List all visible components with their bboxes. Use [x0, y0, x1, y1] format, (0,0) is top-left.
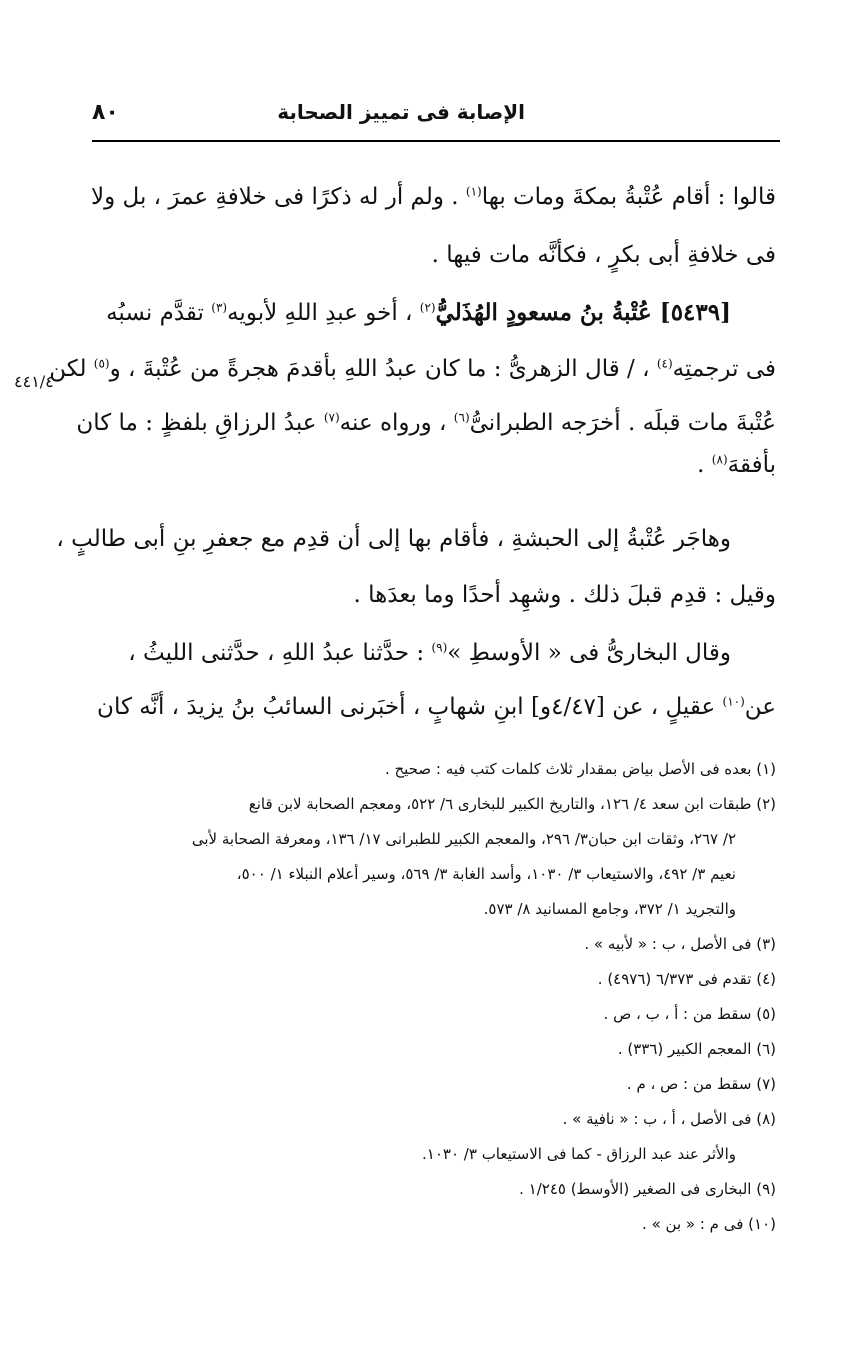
footnote-continuation: والأثر عند عبد الرزاق - كما فى الاستيعاب ٣/ ١٠٣٠.	[422, 1145, 736, 1163]
footnote: (٦) المعجم الكبير (٣٣٦) .	[617, 1040, 776, 1058]
footnote-marker: (٥)	[93, 356, 110, 371]
text-line: وقال البخارىُّ فى « الأوسطِ »$^{(٩)}$ : حدَّثنا عبدُ اللهِ ، حدَّثنى الليثُ ،	[128, 640, 731, 666]
footnote: (٧) سقط من : ص ، م .	[626, 1075, 776, 1093]
footnote-marker: (١٠)	[722, 694, 745, 709]
footnote-marker: (٢)	[419, 300, 436, 315]
running-header	[92, 100, 780, 136]
footnote-continuation: والتجريد ١/ ٣٧٢، وجامع المسانيد ٨/ ٥٧٣.	[483, 900, 736, 918]
text-line: وهاجَر عُتْبةُ إلى الحبشةِ ، فأقام بها إلى أن قدِم مع جعفرِ بنِ أبى طالبٍ ،	[56, 526, 731, 552]
text-line: فى خلافةِ أبى بكرٍ ، فكأنَّه مات فيها .	[431, 242, 776, 268]
footnote: (٩) البخارى فى الصغير (الأوسط) ١/٢٤٥ .	[519, 1180, 776, 1198]
footnote-marker: (٩)	[431, 640, 448, 655]
footnote: (٣) فى الأصل ، ب : « لأبيه » .	[584, 935, 776, 953]
text-line: عن$^{(١٠)}$ عقيلٍ ، عن [٤/٤٧و] ابنِ شهابٍ ، أخبَرنى السائبُ بنُ يزيدَ ، أنَّه كان	[97, 694, 776, 720]
footnote: (١) بعده فى الأصل بياض بمقدار ثلاث كلمات كتب فيه : صحيح .	[384, 760, 776, 778]
margin-reference: ٤٤١/٤	[14, 372, 54, 391]
text-line: عُتْبةَ مات قبلَه . أخرَجه الطبرانىُّ$^{(٦)}$ ، ورواه عنه$^{(٧)}$ عبدُ الرزاقِ بلفظٍ : ما كان	[76, 410, 776, 436]
footnote-marker: (٦)	[453, 410, 470, 425]
text-line: وقيل : قدِم قبلَ ذلك . وشهِد أحدًا وما بعدَها .	[353, 582, 776, 608]
text-line: فى ترجمتِه$^{(٤)}$ ، / قال الزهرىُّ : ما كان عبدُ اللهِ بأقدمَ هجرةً من عُتْبةَ ، و$^{(٥)}$ لكن	[49, 356, 776, 382]
footnote: (١٠) فى م : « بن » .	[642, 1215, 776, 1233]
footnote: (٥) سقط من : أ ، ب ، ص .	[603, 1005, 776, 1023]
footnote-continuation: نعيم ٣/ ٤٩٢، والاستيعاب ٣/ ١٠٣٠، وأسد الغابة ٣/ ٥٦٩، وسير أعلام النبلاء ١/ ٥٠٠،	[236, 865, 736, 883]
footnote: (٤) تقدم فى ٦/٣٧٣ (٤٩٧٦) .	[597, 970, 776, 988]
page-number: ٨٠	[92, 100, 119, 125]
footnote-marker: (١)	[465, 184, 482, 199]
entry-heading-line: [٥٤٣٩] عُتْبةُ بنُ مسعودٍ الهُذَليُّ$^{(٢)}$ ، أخو عبدِ اللهِ لأبويه$^{(٣)}$ تقدَّم نسبُه	[106, 299, 731, 326]
footnote-marker: (٧)	[323, 410, 340, 425]
text-line: بأفقهَ$^{(٨)}$ .	[697, 452, 776, 478]
text-line: قالوا : أقام عُتْبةُ بمكةَ ومات بها$^{(١)}$ . ولم أر له ذكرًا فى خلافةِ عمرَ ، بل ولا	[91, 184, 776, 210]
header-rule	[92, 140, 780, 142]
running-title: الإصابة فى تمييز الصحابة	[277, 100, 525, 124]
footnote-marker: (٨)	[711, 452, 728, 467]
footnote-marker: (٣)	[211, 300, 228, 315]
entry-name: [٥٤٣٩] عُتْبةُ بنُ مسعودٍ الهُذَليُّ	[435, 299, 731, 326]
footnote-continuation: ٢/ ٢٦٧، وثقات ابن حبان٣/ ٢٩٦، والمعجم الكبير للطبرانى ١٧/ ١٣٦، ومعرفة الصحابة لأبى	[191, 830, 736, 848]
footnote: (٨) فى الأصل ، أ ، ب : « نافية » .	[562, 1110, 776, 1128]
footnote: (٢) طبقات ابن سعد ٤/ ١٢٦، والتاريخ الكبير للبخارى ٦/ ٥٢٢، ومعجم الصحابة لابن قانع	[248, 795, 776, 813]
footnote-marker: (٤)	[656, 356, 673, 371]
